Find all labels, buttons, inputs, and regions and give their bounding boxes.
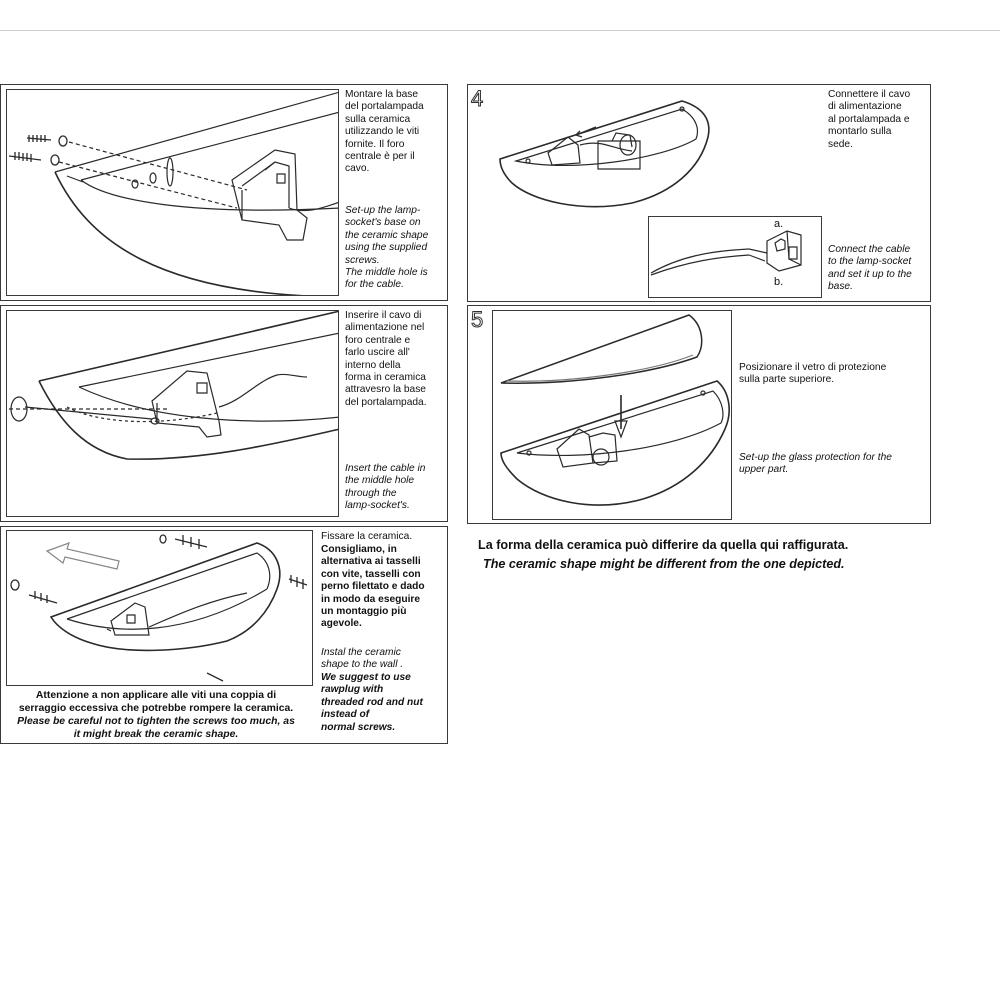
step-4-label-b: b.	[774, 276, 784, 288]
step-4-text-italian: Connettere il cavo di alimentazione al portalampada e montarlo sulla sede.	[828, 89, 911, 150]
step-1-panel	[0, 84, 448, 301]
step-3-warning-english-1: Please be careful not to tighten the screws too much, as	[17, 716, 295, 727]
step-2-text-italian: Inserire il cavo di alimentazione nel foro centrale e farlo uscire all' interno della forma in ceramica attravesro la base del portalampada.	[345, 310, 427, 408]
step-3-text-italian-lead: Fissare la ceramica.	[321, 531, 413, 542]
step-5-panel	[467, 305, 931, 524]
step-3-warning-english-2: it might break the ceramic shape.	[73, 729, 239, 740]
step-5-text-english: Set-up the glass protection for the upper part.	[739, 452, 892, 476]
step-4-illustration	[492, 89, 822, 213]
step-4-text-english: Connect the cable to the lamp-socket and set it up to the base.	[828, 244, 912, 293]
step-4-label-a: a.	[774, 218, 784, 230]
step-4-number: 4	[471, 86, 484, 111]
step-4-detail-inset	[648, 216, 822, 298]
step-2-text-english: Insert the cable in the middle hole through the lamp-socket's.	[345, 463, 426, 512]
step-3-illustration	[6, 530, 313, 686]
step-3-text-english-advice: We suggest to use rawplug with threaded rod and nut instead of normal screws.	[321, 672, 423, 733]
step-5-illustration	[492, 310, 732, 520]
step-1-text-italian: Montare la base del portalampada sulla ceramica utilizzando le viti fornite. Il foro centrale è per il cavo.	[345, 89, 424, 175]
step-3-panel	[0, 526, 448, 744]
note-english: The ceramic shape might be different from the one depicted.	[483, 557, 845, 571]
step-1-text-english: Set-up the lamp- socket's base on the ceramic shape using the supplied screws. The middle hole is for the cable.	[345, 205, 429, 291]
note-italian: La forma della ceramica può differire da quella qui raffigurata.	[478, 538, 849, 552]
step-5-text-italian: Posizionare il vetro di protezione sulla parte superiore.	[739, 362, 887, 386]
step-2-panel	[0, 305, 448, 522]
step-2-illustration	[6, 310, 339, 517]
page-top-rule	[0, 30, 1000, 31]
step-3-warning-italian-1: Attenzione a non applicare alle viti una coppia di	[35, 690, 277, 701]
step-3-text-italian-advice: Consigliamo, in alternativa ai tasselli con vite, tasselli con perno filettato e dado in modo da eseguire un montaggio più agevole.	[321, 544, 425, 630]
step-3-warning-italian-2: serraggio eccessiva che potrebbe rompere la ceramica.	[18, 703, 294, 714]
step-4-panel	[467, 84, 931, 302]
step-3-text-english: Instal the ceramic shape to the wall .	[321, 647, 404, 671]
step-5-number: 5	[471, 307, 484, 332]
step-1-illustration	[6, 89, 339, 296]
